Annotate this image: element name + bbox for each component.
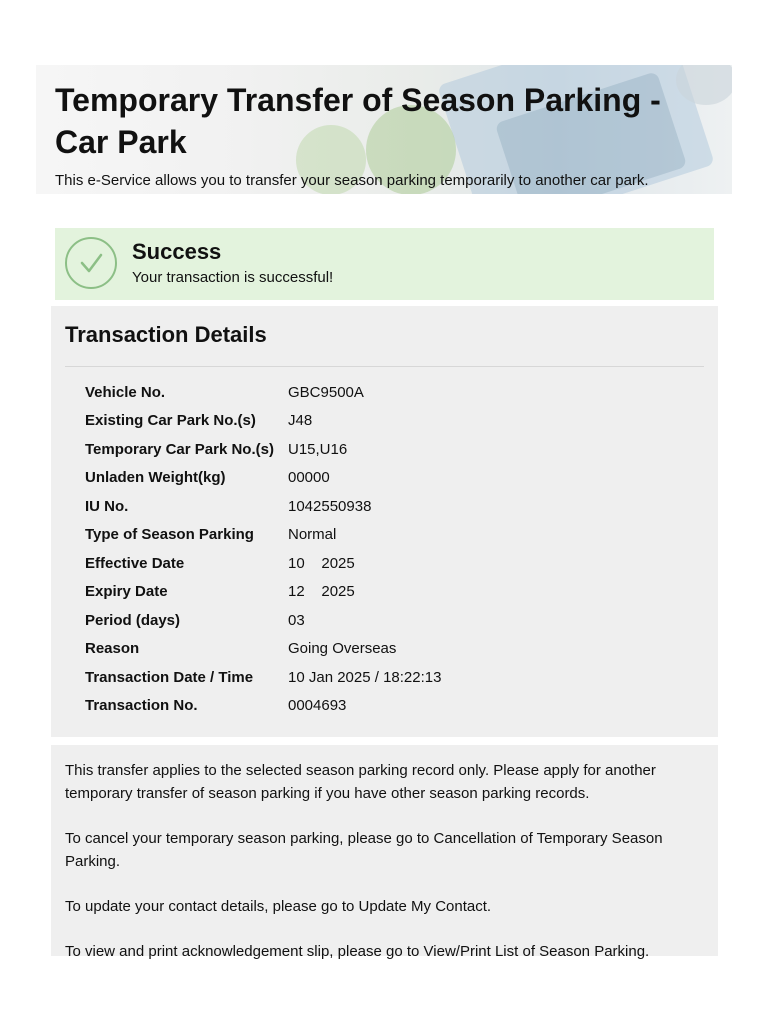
detail-label: Expiry Date: [85, 583, 168, 601]
detail-row: [85, 378, 685, 407]
detail-label: Reason: [85, 640, 140, 658]
alert-message: Your transaction is successful!: [132, 269, 334, 286]
transaction-details-panel: [51, 306, 718, 737]
detail-label: Unladen Weight(kg): [85, 469, 226, 487]
detail-row: [85, 435, 685, 464]
note-paragraph: To view and print acknowledgement slip, please go to View/Print List of Season Parking.: [65, 943, 650, 960]
note-paragraph: To cancel your temporary season parking, please go to Cancellation of Temporary Season Parking.: [65, 830, 663, 870]
detail-value: 03: [288, 611, 305, 629]
success-alert: [55, 228, 714, 300]
detail-row: [85, 492, 685, 521]
detail-label: Effective Date: [85, 554, 185, 572]
detail-label: Vehicle No.: [85, 383, 166, 401]
detail-label: IU No.: [85, 497, 129, 515]
detail-label: Period (days): [85, 611, 181, 629]
detail-row: [85, 521, 685, 550]
detail-value: 0004693: [288, 697, 347, 715]
detail-label: Type of Season Parking: [85, 526, 254, 544]
detail-row: [85, 578, 685, 607]
check-circle-icon: [65, 237, 117, 289]
note-paragraph: To update your contact details, please go to Update My Contact.: [65, 898, 492, 915]
detail-row: [85, 692, 685, 721]
alert-title: Success: [132, 239, 222, 264]
page-title: Temporary Transfer of Season Parking - Car Park: [55, 82, 661, 160]
detail-label: Transaction Date / Time: [85, 668, 254, 686]
detail-value: Normal: [288, 526, 337, 544]
detail-value: 00000: [288, 469, 330, 487]
notes-panel: [51, 745, 718, 960]
detail-value: Going Overseas: [288, 640, 397, 658]
detail-value: GBC9500A: [288, 383, 364, 401]
page-subtitle: This e-Service allows you to transfer your season parking temporarily to another car park.: [55, 172, 649, 189]
detail-row: [85, 606, 685, 635]
detail-value: 10 2025: [288, 554, 355, 572]
detail-value: 12 2025: [288, 583, 355, 601]
detail-row: [85, 407, 685, 436]
detail-row: [85, 663, 685, 692]
divider: [65, 366, 704, 367]
header-banner: [36, 65, 732, 194]
detail-label: Temporary Car Park No.(s): [85, 440, 274, 458]
transaction-details-heading: Transaction Details: [65, 322, 267, 347]
detail-row: [85, 549, 685, 578]
details-list: [85, 378, 685, 720]
detail-value: U15,U16: [288, 440, 348, 458]
detail-row: [85, 635, 685, 664]
note-paragraph: This transfer applies to the selected season parking record only. Please apply for another temporary transfer of season parking if you have other season parking records.: [65, 762, 656, 802]
detail-value: 10 Jan 2025 / 18:22:13: [288, 668, 442, 686]
detail-row: [85, 464, 685, 493]
detail-label: Transaction No.: [85, 697, 198, 715]
detail-value: J48: [288, 412, 313, 430]
detail-label: Existing Car Park No.(s): [85, 412, 256, 430]
detail-value: 1042550938: [288, 497, 372, 515]
